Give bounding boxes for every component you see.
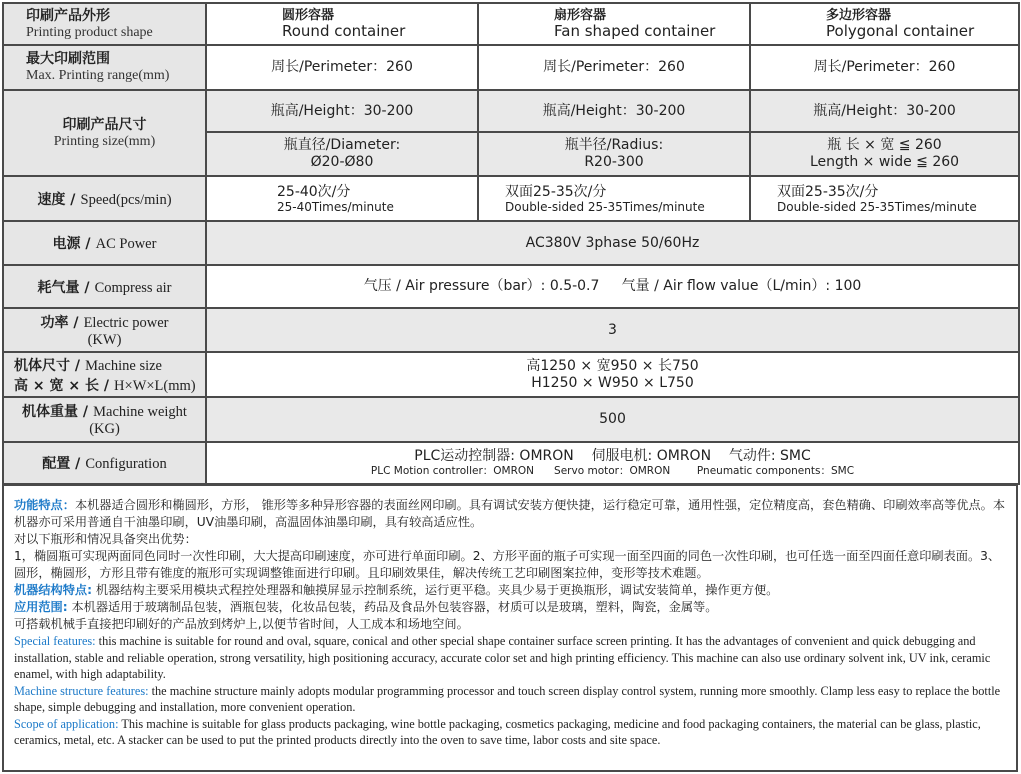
weight-label-cell <box>3 397 206 442</box>
diameter-value: Ø20-Ø80 <box>310 154 374 170</box>
machine-size-value <box>206 352 1019 397</box>
en-features-key: Special features: <box>14 634 96 648</box>
en-structure-text: the machine structure mainly adopts modular programming processor and touch screen display control system, running more smoothly. Clamp less easy to replace the bottle shape, simple debugging and installation, more convenient operation. <box>14 683 1001 714</box>
electric-label-en: Electric power <box>83 314 169 331</box>
en-structure-paragraph <box>14 683 1006 716</box>
row-printing-size-height <box>3 90 1019 132</box>
header-fan-en: Fan shaped container <box>554 22 716 40</box>
row-ac-power <box>3 221 1019 265</box>
size-lw-polygon <box>750 132 1019 176</box>
config-value-en: PLC Motion controller：OMRON Servo motor：OMRON Pneumatic components：SMC <box>370 465 855 477</box>
config-label-cn: 配置 / <box>42 456 81 472</box>
speed-round-en: 25-40Times/minute <box>277 199 394 214</box>
size-height-fan: 瓶高/Height：30-200 <box>478 90 750 132</box>
radius-value: R20-300 <box>584 154 644 170</box>
machine-size-label-cn2: 高 × 宽 × 长 / <box>14 377 109 394</box>
speed-polygon-en: Double-sided 25-35Times/minute <box>777 199 977 214</box>
air-label-cell <box>3 265 206 308</box>
radius-label: 瓶半径/Radius: <box>564 137 664 153</box>
machine-size-value-cn: 高1250 × 宽950 × 长750 <box>526 357 699 374</box>
en-application-paragraph <box>14 716 1006 749</box>
power-label-en: AC Power <box>95 236 157 252</box>
header-label-en: Printing product shape <box>26 24 153 40</box>
air-value: 气压 / Air pressure（bar）: 0.5-0.7 气量 / Air flow value（L/min）: 100 <box>206 265 1019 308</box>
header-fan-cn: 扇形容器 <box>554 8 607 23</box>
config-value <box>206 442 1019 484</box>
machine-size-label-en2: H×W×L(mm) <box>114 377 196 394</box>
range-round: 周长/Perimeter：260 <box>206 45 478 90</box>
row-machine-weight <box>3 397 1019 442</box>
features-paragraph <box>14 497 1006 531</box>
header-row <box>3 3 1019 45</box>
row-electric-power <box>3 308 1019 352</box>
weight-value: 500 <box>206 397 1019 442</box>
header-label-cell <box>3 3 206 45</box>
config-label-cell <box>3 442 206 484</box>
electric-label-cell <box>3 308 206 352</box>
description-box <box>2 484 1018 772</box>
header-polygon <box>750 3 1019 45</box>
range-fan: 周长/Perimeter：260 <box>478 45 750 90</box>
weight-label-cn: 机体重量 / <box>22 404 89 420</box>
machine-size-label-cn: 机体尺寸 / <box>14 357 80 374</box>
range-label-cn: 最大印刷范围 <box>26 51 110 67</box>
machine-size-label-en: Machine size <box>85 357 162 374</box>
size-radius-fan <box>478 132 750 176</box>
weight-label-unit: (KG) <box>89 421 120 437</box>
speed-round-cn: 25-40次/分 <box>277 183 351 200</box>
speed-label-cell <box>3 176 206 221</box>
machine-size-label-cell <box>3 352 206 397</box>
row-printing-range <box>3 45 1019 90</box>
header-label-cn: 印刷产品外形 <box>26 7 110 24</box>
lw-label-cn: 瓶 长 × 宽 ≦ 260 <box>827 137 942 153</box>
size-height-polygon: 瓶高/Height：30-200 <box>750 90 1019 132</box>
stacker-text: 可搭载机械手直接把印刷好的产品放到烤炉上,以便节省时间，人工成本和场地空间。 <box>14 617 469 631</box>
air-label-cn: 耗气量 / <box>37 279 90 296</box>
config-label-en: Configuration <box>85 456 167 472</box>
row-machine-size <box>3 352 1019 397</box>
speed-polygon <box>750 176 1019 221</box>
speed-round <box>206 176 478 221</box>
size-label-cell <box>3 90 206 176</box>
structure-key: 机器结构特点: <box>14 583 92 597</box>
row-speed <box>3 176 1019 221</box>
header-fan <box>478 3 750 45</box>
en-features-text: this machine is suitable for round and oval, square, conical and other special shape container surface screen printing. It has the advantages of convenient and quick debugging and installation, stable and reliable operation, strong versatility, high positioning accuracy, accurate color set and high printing efficiency. This machine can also use ordinary solvent ink, UV ink, ceramic enamel, with high adaptability. <box>14 634 991 681</box>
electric-value: 3 <box>206 308 1019 352</box>
header-round <box>206 3 478 45</box>
speed-fan-cn: 双面25-35次/分 <box>505 183 607 200</box>
weight-label-en: Machine weight <box>93 404 187 420</box>
en-application-key: Scope of application: <box>14 716 119 731</box>
header-round-cn: 圆形容器 <box>282 8 335 23</box>
speed-fan <box>478 176 750 221</box>
advantages-intro: 对以下瓶形和情况具备突出优势： <box>14 532 197 546</box>
power-label-cell <box>3 221 206 265</box>
power-label-cn: 电源 / <box>52 236 91 252</box>
speed-label-cn: 速度 / <box>37 191 76 208</box>
size-diameter-round <box>206 132 478 176</box>
electric-label-unit: (KW) <box>87 331 122 348</box>
application-paragraph <box>14 599 1006 616</box>
lw-label-en: Length × wide ≦ 260 <box>809 154 960 170</box>
size-label-en: Printing size(mm) <box>53 133 156 149</box>
air-label-en: Compress air <box>94 279 172 296</box>
header-polygon-cn: 多边形容器 <box>826 8 892 23</box>
structure-text: 机器结构主要采用模块式程控处理器和触摸屏显示控制系统，运行更平稳。夹具少易于更换瓶形，调试安装简单，操作更方便。 <box>92 583 779 597</box>
electric-label-cn: 功率 / <box>40 314 79 331</box>
spec-sheet <box>2 2 1018 485</box>
power-value: AC380V 3phase 50/60Hz <box>206 221 1019 265</box>
structure-paragraph <box>14 582 1006 599</box>
features-key: 功能特点： <box>14 498 75 512</box>
range-label-en: Max. Printing range(mm) <box>26 68 170 83</box>
application-text: 本机器适用于玻璃制品包装，酒瓶包装，化妆品包装，药品及食品外包装容器，材质可以是玻璃，塑料，陶瓷，金属等。 <box>67 600 718 614</box>
spec-table <box>2 2 1020 485</box>
row-configuration <box>3 442 1019 484</box>
speed-label-en: Speed(pcs/min) <box>80 191 172 208</box>
header-polygon-en: Polygonal container <box>826 22 975 40</box>
application-key: 应用范围: <box>14 600 68 614</box>
speed-fan-en: Double-sided 25-35Times/minute <box>505 199 705 214</box>
features-text: 本机器适合圆形和椭圆形，方形， 锥形等多种异形容器的表面丝网印刷。具有调试安装方便快捷，运行稳定可靠，通用性强，定位精度高，套色精确、印刷效率高等优点。本机器亦可采用普通自干油墨印刷，UV油墨印刷，高温固体油墨印刷，具有较高适应性。 <box>14 498 1006 529</box>
range-label-cell <box>3 45 206 90</box>
en-features-paragraph <box>14 633 1006 683</box>
header-round-en: Round container <box>282 22 406 40</box>
size-height-round: 瓶高/Height：30-200 <box>206 90 478 132</box>
en-structure-key: Machine structure features: <box>14 683 149 698</box>
config-value-cn: PLC运动控制器: OMRON 伺服电机: OMRON 气动件: SMC <box>414 448 811 464</box>
en-application-text: This machine is suitable for glass products packaging, wine bottle packaging, cosmetics packaging, medicine and food packaging containers, the material can be glass, plastic, ceramics, metal, etc. A stacker can be used to put the printed products directly into the oven to save time, labor costs and site space. <box>14 716 981 747</box>
diameter-label: 瓶直径/Diameter: <box>283 137 401 153</box>
range-polygon: 周长/Perimeter：260 <box>750 45 1019 90</box>
size-label-cn: 印刷产品尺寸 <box>62 116 147 133</box>
advantages-text: 1，椭圆瓶可实现两面同色同时一次性印刷，大大提高印刷速度，亦可进行单面印刷。2、方形平面的瓶子可实现一面至四面的同色一次性印刷，也可任选一面至四面任意印刷表面。3、圆形，椭圆形，方形且带有锥度的瓶形可实现调整锥面进行印刷。且印刷效果佳，解决传统工艺印刷图案拉伸，变形等技术难题。 <box>14 549 1001 580</box>
speed-polygon-cn: 双面25-35次/分 <box>777 183 879 200</box>
row-compress-air <box>3 265 1019 308</box>
machine-size-value-en: H1250 × W950 × L750 <box>531 374 694 391</box>
